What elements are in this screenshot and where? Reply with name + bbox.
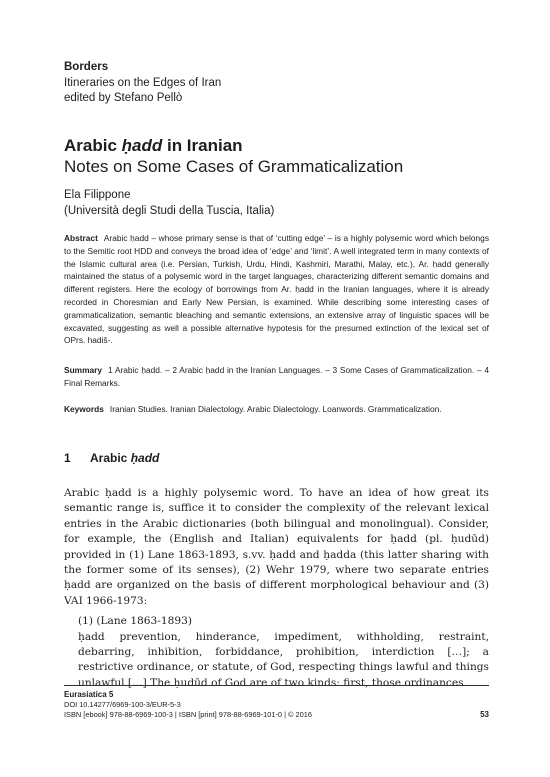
summary-label: Summary: [64, 365, 103, 375]
author-block: [64, 188, 494, 219]
example-text: ḥadd prevention, hinderance, impediment, withholding, restraint, debarring, inhibition, forbiddance, prohibition, interdiction […]; a restrictive ordinance, or statute, of God, respecting things lawful and things unlawful […] The ḥudūd of God are of two kinds: first, those ordinances: [78, 630, 489, 689]
series-subtitle: Itineraries on the Edges of Iran: [64, 76, 222, 89]
example-label: (1) (Lane 1863-1893): [78, 615, 192, 628]
section-title-prefix: Arabic: [90, 451, 131, 465]
article-title: [64, 135, 494, 156]
page-footer: [64, 690, 489, 720]
abstract: [64, 232, 489, 347]
section-number: 1: [64, 451, 71, 465]
series-header: [64, 60, 494, 107]
article-subtitle: Notes on Some Cases of Grammaticalization: [64, 157, 404, 176]
article-title-suffix: in Iranian: [162, 136, 243, 155]
author-affiliation: (Università degli Studi della Tuscia, Italia): [64, 204, 275, 217]
series-editor: edited by Stefano Pellò: [64, 92, 183, 104]
section-title-term: ḥadd: [130, 451, 160, 465]
doi-line: DOI 10.14277/6969-100-3/EUR-5-3: [64, 700, 181, 709]
author-name: Ela Filippone: [64, 189, 131, 201]
body-paragraph: Arabic ḥadd is a highly polysemic word. To have an idea of how great its semantic range is, suffice it to consider the complexity of the relevant lexical entries in the Arabic dictionaries (both bilingual and monolingual). Consider, for example, the (English and Italian) equivalents for ḥadd (pl. ḥudūd) provided in (1) Lane 1863-1893, s.vv. ḥadd and ḥadda (this latter sharing with the former some of its senses), (2) Wehr 1979, where two separate entries ḥadd are organized on the basis of different morphological behaviour and (3) VAI 1966-1973:: [64, 487, 489, 607]
keywords: [64, 403, 489, 416]
series-title: Borders: [64, 61, 109, 73]
section-heading: [64, 451, 159, 465]
article-title-block: [64, 135, 494, 177]
footer-divider: [64, 685, 489, 686]
summary-text: 1 Arabic ḥadd. – 2 Arabic ḥadd in the Iranian Languages. – 3 Some Cases of Grammaticalization. – 4 Final Remarks.: [64, 365, 489, 388]
body-text: [64, 486, 489, 691]
abstract-label: Abstract: [64, 233, 98, 243]
summary: [64, 364, 489, 390]
journal-name: Eurasiatica 5: [64, 690, 114, 699]
keywords-label: Keywords: [64, 404, 104, 414]
article-title-prefix: Arabic: [64, 136, 122, 155]
page-number: 53: [480, 710, 489, 719]
abstract-text: Arabic ḥadd – whose primary sense is that of ‘cutting edge’ – is a highly polysemic word which belongs to the Semitic root HDD and conveys the broad idea of ‘edge’ and ‘limit’. A well integrated term in many contexts of the Islamic cultural area (i.e. Persian, Turkish, Urdu, Hindi, Kashmiri, Marathi, Malay, etc.), Ar. ḥadd generally maintained the status of a polysemic word in the target languages, characterizing different semantic domains and different registers. Here the ecology of borrowings from Ar. ḥadd in the Iranian languages, where it is already recorded in Choresmian and Early New Persian, is examined. While describing some interesting cases of grammaticalization, semantic bleaching and semantic extensions, an extensive array of linguistic spaces will be excavated, suggesting as well a possible alternative hypotesis for the presumed extinction of the lexical set of OPrs. hadiš-.: [64, 233, 489, 346]
isbn-line: ISBN [ebook] 978-88-6969-100-3 | ISBN [print] 978-88-6969-101-0 | © 2016: [64, 710, 312, 719]
keywords-text: Iranian Studies. Iranian Dialectology. Arabic Dialectology. Loanwords. Grammaticalization.: [109, 404, 442, 414]
article-title-term: ḥadd: [121, 136, 163, 155]
